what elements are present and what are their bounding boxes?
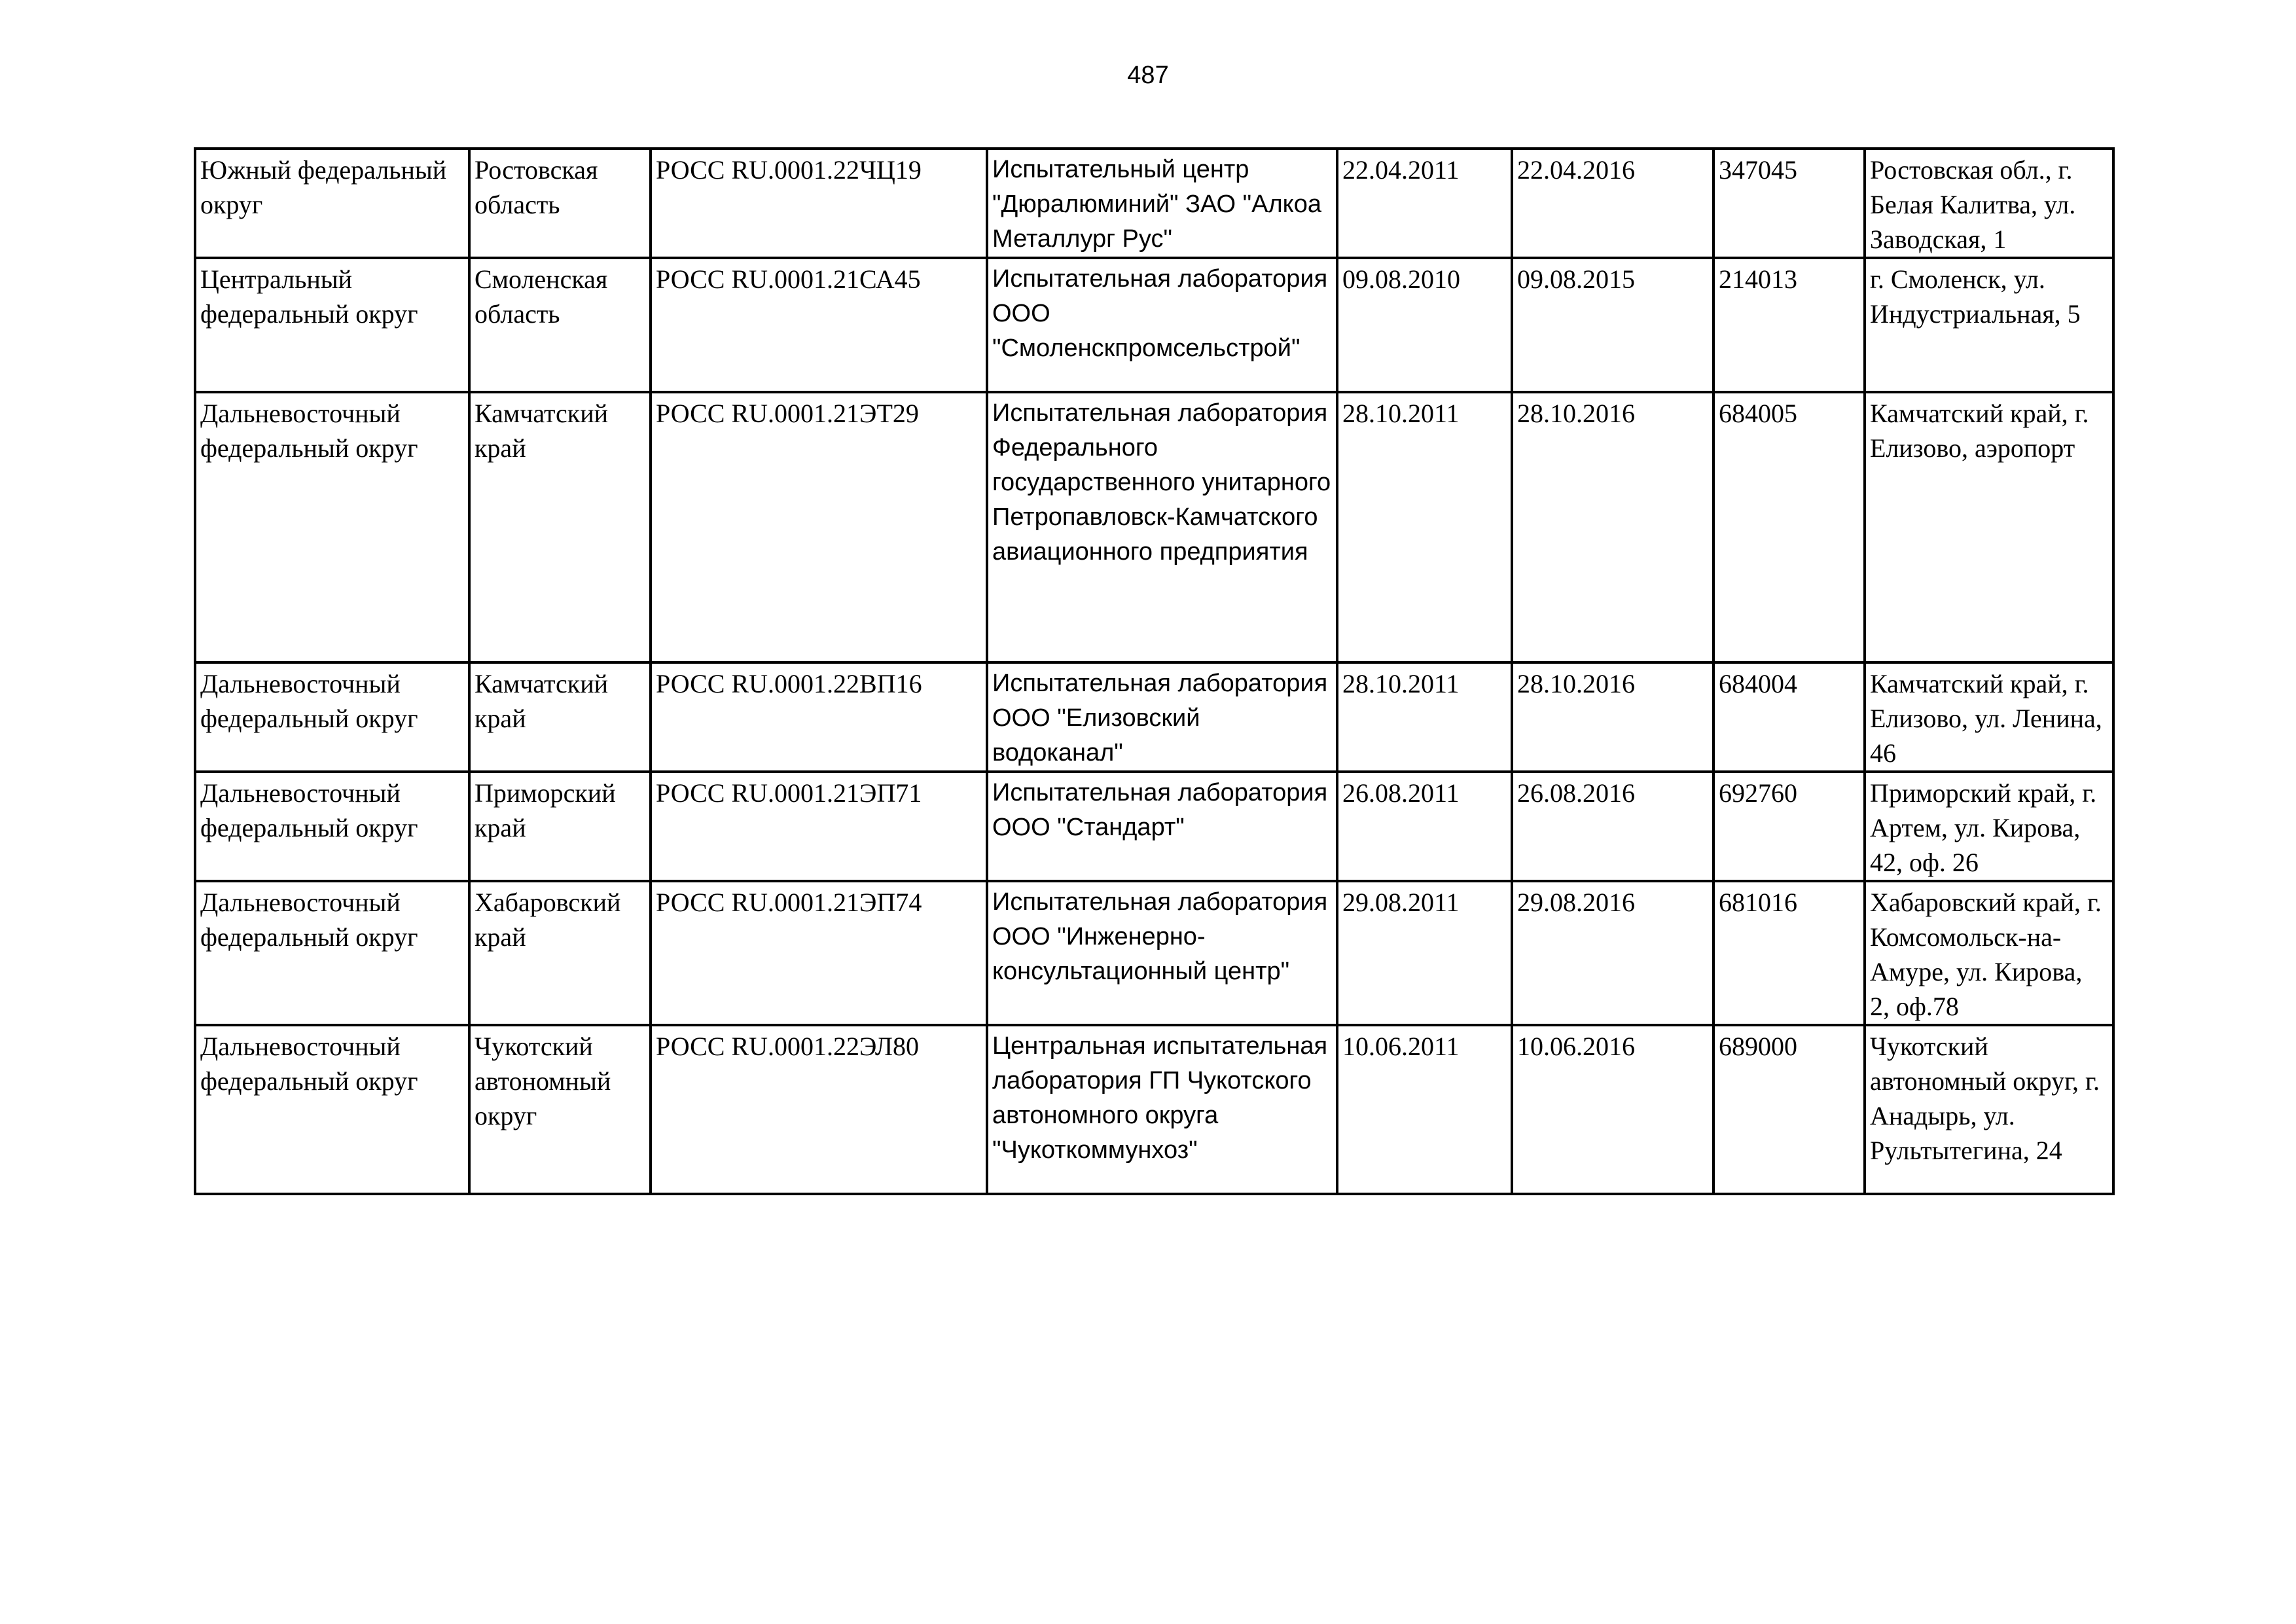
- postcode-cell: 684004: [1713, 662, 1865, 772]
- table-row: [195, 258, 2113, 392]
- district-cell: Дальневосточный федеральный округ: [195, 1025, 469, 1194]
- district-cell: Дальневосточный федеральный округ: [195, 392, 469, 662]
- page-number: 487: [1127, 62, 1169, 89]
- certificate-cell: РОСС RU.0001.22ВП16: [651, 662, 987, 772]
- organization-cell: Испытательная лаборатория ООО "Смоленскпромсельстрой": [987, 258, 1337, 392]
- certificate-cell: РОСС RU.0001.21ЭП74: [651, 881, 987, 1025]
- district-cell: Южный федеральный округ: [195, 149, 469, 258]
- registry-table: [194, 147, 2115, 1195]
- region-cell: Камчатский край: [469, 392, 651, 662]
- organization-cell: Испытательная лаборатория ООО "Елизовский водоканал": [987, 662, 1337, 772]
- region-cell: Чукотский автономный округ: [469, 1025, 651, 1194]
- district-cell: Дальневосточный федеральный округ: [195, 662, 469, 772]
- region-cell: Смоленская область: [469, 258, 651, 392]
- certificate-cell: РОСС RU.0001.22ЧЦ19: [651, 149, 987, 258]
- expiry-date-cell: 22.04.2016: [1512, 149, 1713, 258]
- address-cell: Камчатский край, г. Елизово, ул. Ленина, 46: [1865, 662, 2113, 772]
- postcode-cell: 684005: [1713, 392, 1865, 662]
- expiry-date-cell: 28.10.2016: [1512, 662, 1713, 772]
- postcode-cell: 214013: [1713, 258, 1865, 392]
- certificate-cell: РОСС RU.0001.22ЭЛ80: [651, 1025, 987, 1194]
- district-cell: Дальневосточный федеральный округ: [195, 772, 469, 881]
- postcode-cell: 347045: [1713, 149, 1865, 258]
- table-row: [195, 662, 2113, 772]
- expiry-date-cell: 09.08.2015: [1512, 258, 1713, 392]
- expiry-date-cell: 29.08.2016: [1512, 881, 1713, 1025]
- certificate-cell: РОСС RU.0001.21ЭТ29: [651, 392, 987, 662]
- address-cell: Камчатский край, г. Елизово, аэропорт: [1865, 392, 2113, 662]
- table-row: [195, 392, 2113, 662]
- expiry-date-cell: 10.06.2016: [1512, 1025, 1713, 1194]
- expiry-date-cell: 28.10.2016: [1512, 392, 1713, 662]
- issue-date-cell: 28.10.2011: [1337, 662, 1512, 772]
- region-cell: Приморский край: [469, 772, 651, 881]
- table-row: [195, 149, 2113, 258]
- organization-cell: Испытательная лаборатория ООО "Стандарт": [987, 772, 1337, 881]
- issue-date-cell: 28.10.2011: [1337, 392, 1512, 662]
- region-cell: Камчатский край: [469, 662, 651, 772]
- address-cell: Приморский край, г. Артем, ул. Кирова, 42, оф. 26: [1865, 772, 2113, 881]
- address-cell: Чукотский автономный округ, г. Анадырь, ул. Рультытегина, 24: [1865, 1025, 2113, 1194]
- postcode-cell: 689000: [1713, 1025, 1865, 1194]
- organization-cell: Испытательный центр "Дюралюминий" ЗАО "Алкоа Металлург Рус": [987, 149, 1337, 258]
- organization-cell: Центральная испытательная лаборатория ГП Чукотского автономного округа "Чукоткоммунхоз": [987, 1025, 1337, 1194]
- district-cell: Дальневосточный федеральный округ: [195, 881, 469, 1025]
- table-row: [195, 772, 2113, 881]
- issue-date-cell: 09.08.2010: [1337, 258, 1512, 392]
- address-cell: Хабаровский край, г. Комсомольск-на-Амуре, ул. Кирова, 2, оф.78: [1865, 881, 2113, 1025]
- expiry-date-cell: 26.08.2016: [1512, 772, 1713, 881]
- issue-date-cell: 26.08.2011: [1337, 772, 1512, 881]
- address-cell: Ростовская обл., г. Белая Калитва, ул. Заводская, 1: [1865, 149, 2113, 258]
- table-row: [195, 881, 2113, 1025]
- postcode-cell: 692760: [1713, 772, 1865, 881]
- postcode-cell: 681016: [1713, 881, 1865, 1025]
- issue-date-cell: 29.08.2011: [1337, 881, 1512, 1025]
- region-cell: Ростовская область: [469, 149, 651, 258]
- organization-cell: Испытательная лаборатория ООО "Инженерно-консультационный центр": [987, 881, 1337, 1025]
- organization-cell: Испытательная лаборатория Федерального государственного унитарного Петропавловск-Камчатского авиационного предприятия: [987, 392, 1337, 662]
- issue-date-cell: 22.04.2011: [1337, 149, 1512, 258]
- district-cell: Центральный федеральный округ: [195, 258, 469, 392]
- table-row: [195, 1025, 2113, 1194]
- issue-date-cell: 10.06.2011: [1337, 1025, 1512, 1194]
- address-cell: г. Смоленск, ул. Индустриальная, 5: [1865, 258, 2113, 392]
- certificate-cell: РОСС RU.0001.21ЭП71: [651, 772, 987, 881]
- region-cell: Хабаровский край: [469, 881, 651, 1025]
- certificate-cell: РОСС RU.0001.21СА45: [651, 258, 987, 392]
